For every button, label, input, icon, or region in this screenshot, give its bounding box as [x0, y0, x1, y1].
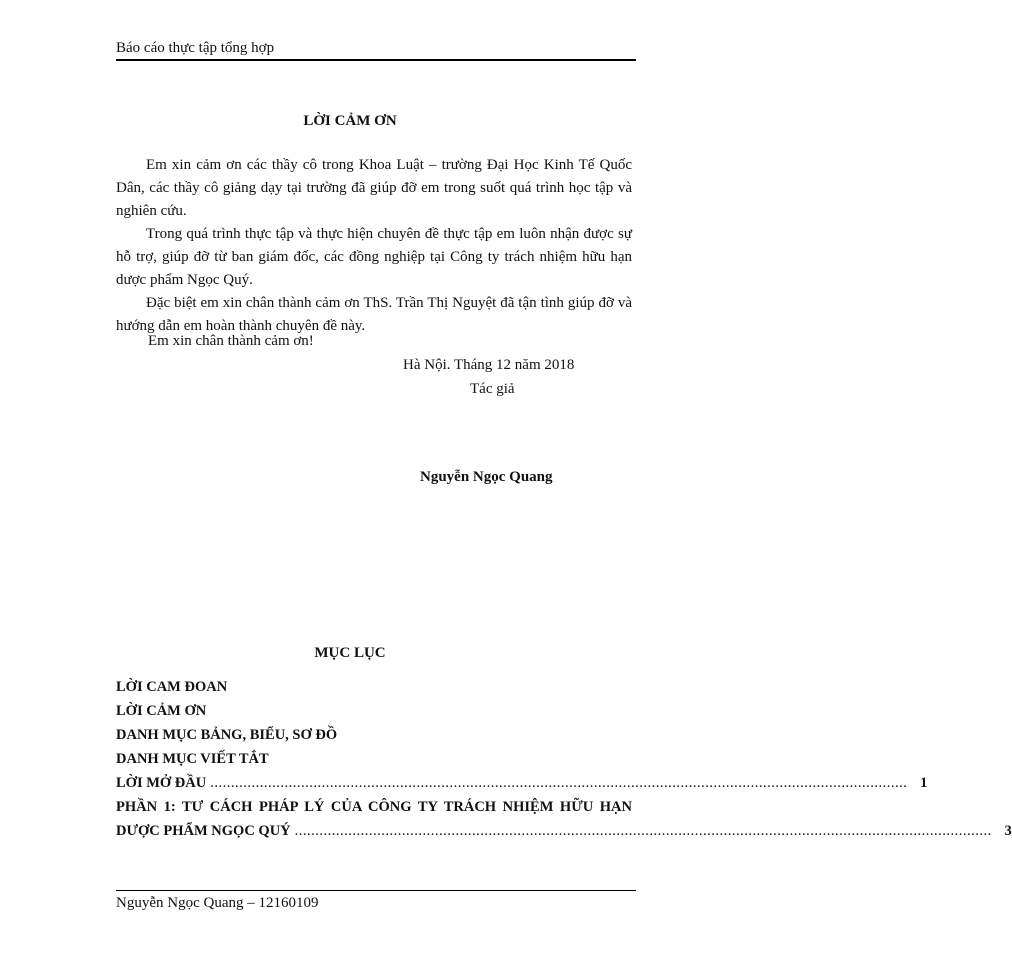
header-title: Báo cáo thực tập tổng hợp [116, 40, 275, 56]
footer-divider [116, 890, 636, 891]
toc-item-label: DANH MỤC VIẾT TẮT [116, 751, 269, 767]
acknowledgement-paragraph-2: Trong quá trình thực tập và thực hiện chuyên đề thực tập em luôn nhận được sự hỗ trợ, giúp đỡ từ ban giám đốc, các đồng nghiệp tại Công ty trách nhiệm hữu hạn dược phẩm Ngọc Quý. [116, 226, 632, 288]
header-divider [116, 59, 636, 61]
toc-item-label: PHẦN 1: TƯ CÁCH PHÁP LÝ CỦA CÔNG TY TRÁCH NHIỆM HỮU HẠN [116, 799, 632, 815]
toc-title: MỤC LỤC [314, 645, 386, 661]
acknowledgement-title: LỜI CẢM ƠN [303, 113, 397, 129]
toc-item-danh-muc-bang [116, 727, 632, 744]
closing-line: Em xin chân thành cảm ơn! [148, 333, 314, 349]
toc-dot-leader: ......................................................................................................................................................................... [210, 775, 908, 791]
toc-item-label: LỜI CẢM ƠN [116, 703, 207, 719]
toc-item-loi-cam-doan [116, 679, 632, 696]
author-name: Nguyễn Ngọc Quang [420, 469, 553, 485]
toc-page-number: 1 [920, 775, 928, 791]
toc-item-label: LỜI CAM ĐOAN [116, 679, 228, 695]
toc-item-danh-muc-viet-tat [116, 751, 632, 768]
toc-item-label: DƯỢC PHẨM NGỌC QUÝ [116, 823, 291, 839]
toc-item-phan-1-line-1 [116, 799, 632, 816]
acknowledgement-paragraph-3: Đặc biệt em xin chân thành cảm ơn ThS. Trần Thị Nguyệt đã tận tình giúp đỡ và hướng dẫn em hoàn thành chuyên đề này. [116, 295, 632, 334]
toc-item-loi-mo-dau [116, 775, 928, 792]
place-date: Hà Nội. Tháng 12 năm 2018 [403, 357, 575, 373]
toc-item-label: DANH MỤC BẢNG, BIỂU, SƠ ĐỒ [116, 727, 338, 743]
author-label: Tác giả [470, 381, 515, 397]
toc-item-phan-1-line-2 [116, 823, 1012, 840]
acknowledgement-paragraph-1: Em xin cảm ơn các thầy cô trong Khoa Luật – trường Đại Học Kinh Tế Quốc Dân, các thầy cô giảng dạy tại trường đã giúp đỡ em trong suốt quá trình học tập và nghiên cứu. [116, 157, 632, 219]
toc-item-loi-cam-on [116, 703, 632, 720]
toc-dot-leader: ......................................................................................................................................................................... [294, 823, 992, 839]
toc-page-number: 3 [1004, 823, 1012, 839]
footer-text: Nguyễn Ngọc Quang – 12160109 [116, 895, 319, 911]
toc-item-label: LỜI MỞ ĐẦU [116, 775, 207, 791]
